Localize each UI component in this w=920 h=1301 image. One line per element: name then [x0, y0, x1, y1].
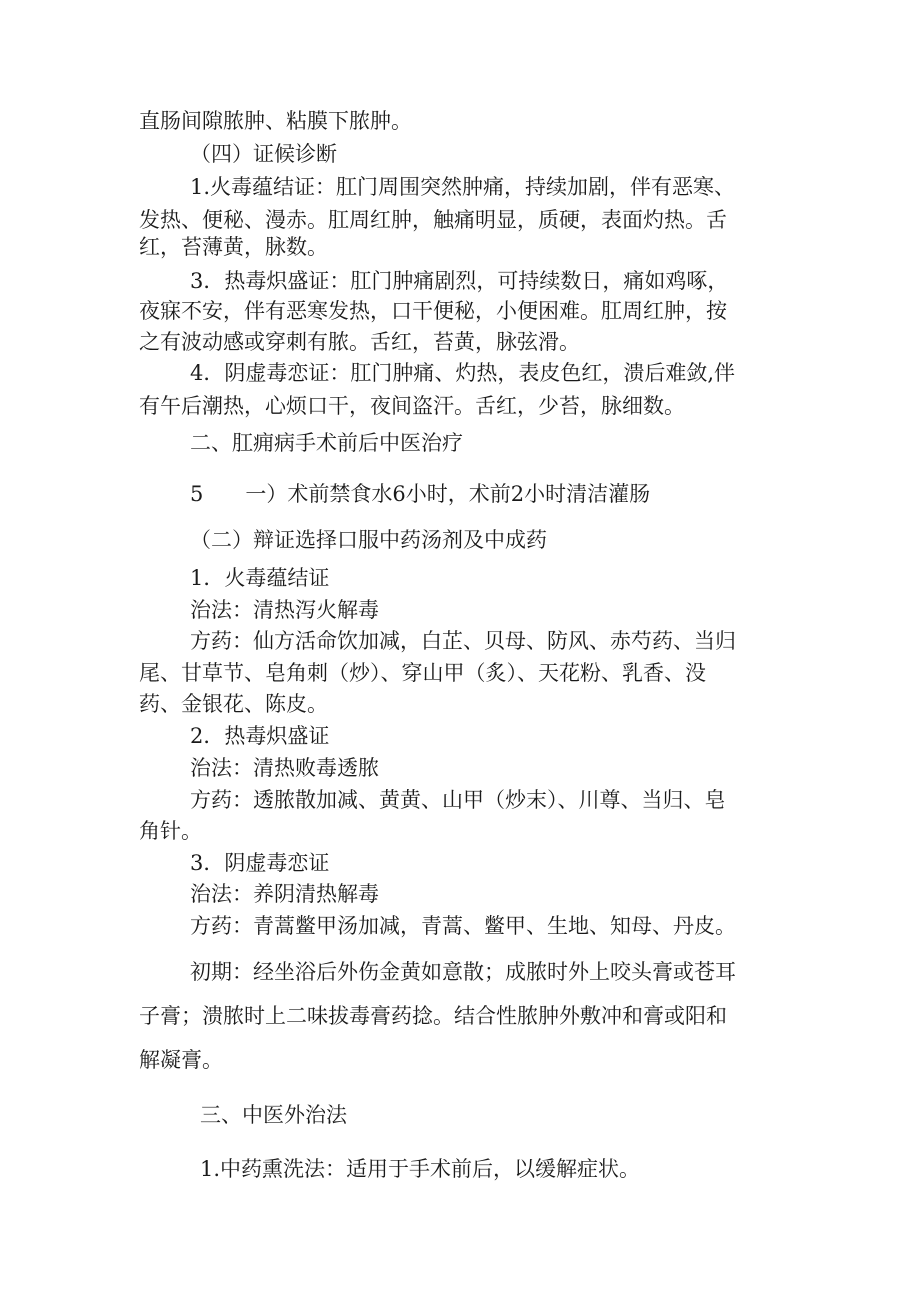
text-line: 1.中药熏洗法：适用于手术前后，以缓解症状。: [200, 1157, 641, 1181]
text-line: 治法：清热泻火解毒: [190, 598, 379, 622]
text-line: 1.火毒蕴结证：肛门周围突然肿痛，持续加剧，伴有恶寒、: [190, 175, 736, 199]
text-line: 角针。: [139, 819, 202, 843]
text-line: 2．热毒炽盛证: [190, 724, 330, 748]
text-line: 方药：透脓散加减、黄黄、山甲（炒末）、川尊、当归、皂: [190, 788, 726, 812]
text-line: 方药：青蒿鳖甲汤加减，青蒿、鳖甲、生地、知母、丹皮。: [190, 914, 736, 938]
text-line: 治法：养阴清热解毒: [190, 882, 379, 906]
text-line: 治法：清热败毒透脓: [190, 756, 379, 780]
subsection-heading-oral-medicine: （二）辩证选择口服中药汤剂及中成药: [190, 528, 547, 552]
section-heading-external-treatment: 三、中医外治法: [200, 1103, 347, 1127]
text-line: 1．火毒蕴结证: [190, 566, 330, 590]
text-line: 5 一）术前禁食水6小时，术前2小时清洁灌肠: [190, 482, 651, 506]
text-line: 直肠间隙脓肿、粘膜下脓肿。: [139, 109, 412, 133]
text-line: 4．阴虚毒恋证：肛门肿痛、灼热，表皮色红，溃后难敛,伴: [190, 361, 736, 385]
text-line: 发热、便秘、漫赤。肛周红肿，触痛明显，质硬，表面灼热。舌: [139, 208, 727, 232]
text-line: 初期：经坐浴后外伤金黄如意散；成脓时外上咬头膏或苍耳: [190, 960, 736, 984]
section-heading-syndrome-diagnosis: （四）证候诊断: [190, 142, 337, 166]
text-line: 药、金银花、陈皮。: [139, 692, 328, 716]
text-line: 子膏；溃脓时上二味拔毒膏药捻。结合性脓肿外敷冲和膏或阳和: [139, 1004, 727, 1028]
text-line: 夜寐不安，伴有恶寒发热，口干便秘，小便困难。肛周红肿，按: [139, 299, 727, 323]
text-line: 尾、甘草节、皂角刺（炒）、穿山甲（炙）、天花粉、乳香、没: [139, 661, 706, 685]
text-line: 有午后潮热，心烦口干，夜间盗汗。舌红，少苔，脉细数。: [139, 394, 685, 418]
text-line: 之有波动感或穿刺有脓。舌红，苔黄，脉弦滑。: [139, 330, 580, 354]
text-line: 3．热毒炽盛证：肛门肿痛剧烈，可持续数日，痛如鸡啄，: [190, 269, 729, 293]
text-line: 红，苔薄黄，脉数。: [139, 235, 328, 259]
text-line: 解凝膏。: [139, 1048, 223, 1072]
text-line: 方药：仙方活命饮加减，白芷、贝母、防风、赤芍药、当归: [190, 629, 736, 653]
text-line: 3．阴虚毒恋证: [190, 851, 330, 875]
section-heading-treatment: 二、肛痈病手术前后中医治疗: [190, 431, 463, 455]
